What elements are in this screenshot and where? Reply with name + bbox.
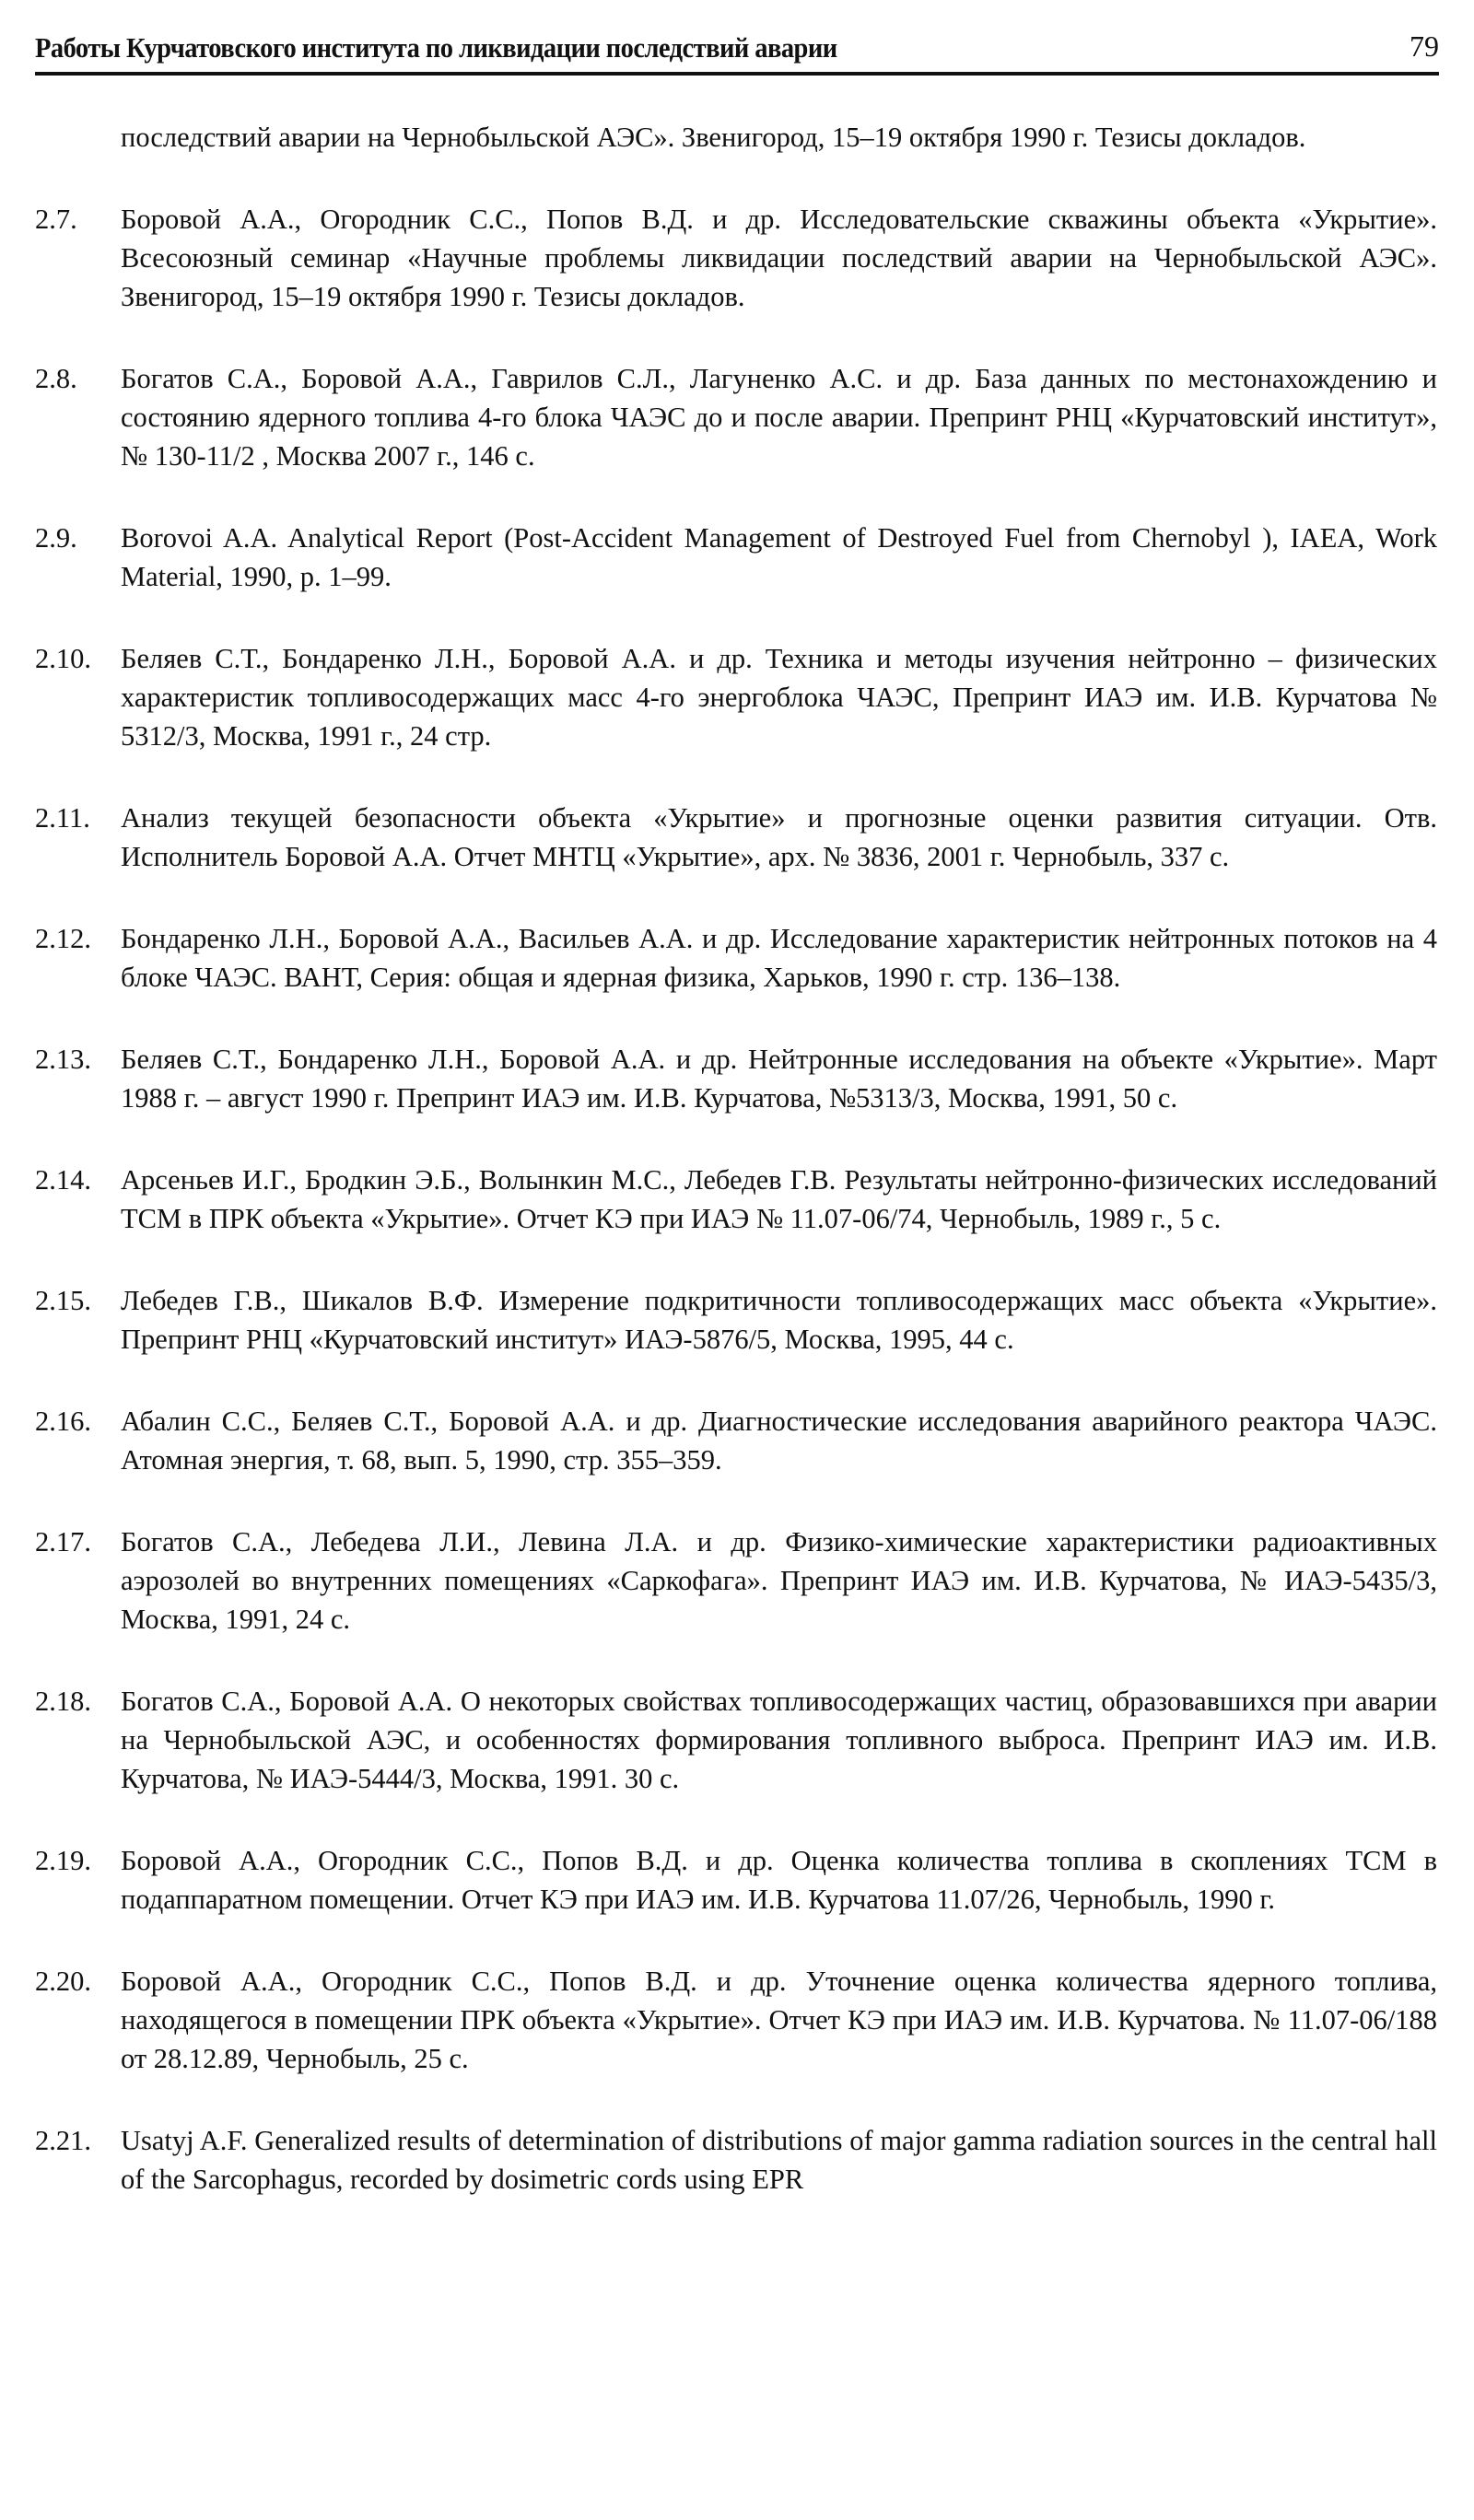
reference-item <box>35 1962 1437 2078</box>
reference-list <box>35 118 1437 2242</box>
reference-number: 2.7. <box>35 204 77 235</box>
reference-text: Анализ текущей безопасности объекта «Укрытие» и прогнозные оценки развития ситуации. Отв. Исполнитель Боровой А.А. Отчет МНТЦ «Укрытие», арх. № 3836, 2001 г. Чернобыль, 337 с. <box>121 802 1437 872</box>
reference-number: 2.11. <box>35 802 90 834</box>
reference-number: 2.20. <box>35 1966 91 1997</box>
reference-text: Богатов С.А., Боровой А.А., Гаврилов С.Л., Лагуненко А.С. и др. База данных по местонахождению и состоянию ядерного топлива 4-го блока ЧАЭС до и после аварии. Препринт РНЦ «Курчатовский институт», № 130-11/2 , Москва 2007 г., 146 с. <box>121 363 1437 472</box>
reference-item <box>35 1402 1437 1479</box>
reference-text: Беляев С.Т., Бондаренко Л.Н., Боровой А.А. и др. Техника и методы изучения нейтронно – физических характеристик топливосодержащих масс 4-го энергоблока ЧАЭС, Препринт ИАЭ им. И.В. Курчатова № 5312/3, Москва, 1991 г., 24 стр. <box>121 643 1437 752</box>
reference-text: Беляев С.Т., Бондаренко Л.Н., Боровой А.А. и др. Нейтронные исследования на объекте «Укрытие». Март 1988 г. – август 1990 г. Препринт ИАЭ им. И.В. Курчатова, №5313/3, Москва, 1991, 50 с. <box>121 1044 1437 1114</box>
reference-number: 2.15. <box>35 1285 91 1316</box>
reference-text: Usatyj A.F. Generalized results of determination of distributions of major gamma radiation sources in the central hall of the Sarcophagus, recorded by dosimetric cords using EPR <box>121 2125 1437 2195</box>
reference-number: 2.16. <box>35 1406 91 1437</box>
reference-number: 2.19. <box>35 1845 91 1876</box>
reference-item <box>35 1841 1437 1919</box>
reference-text: Боровой А.А., Огородник С.С., Попов В.Д. и др. Исследовательские скважины объекта «Укрытие». Всесоюзный семинар «Научные проблемы ликвидации последствий аварии на Чернобыльской АЭС». Звенигород, 15–19 октября 1990 г. Тезисы докладов. <box>121 204 1437 312</box>
reference-text: Арсеньев И.Г., Бродкин Э.Б., Волынкин М.С., Лебедев Г.В. Результаты нейтронно-физических исследований ТСМ в ПРК объекта «Укрытие». Отчет КЭ при ИАЭ № 11.07-06/74, Чернобыль, 1989 г., 5 с. <box>121 1164 1437 1234</box>
reference-text: Лебедев Г.В., Шикалов В.Ф. Измерение подкритичности топливосодержащих масс объекта «Укрытие». Препринт РНЦ «Курчатовский институт» ИАЭ-5876/5, Москва, 1995, 44 с. <box>121 1285 1437 1355</box>
running-title: Работы Курчатовского института по ликвидации последствий аварии <box>35 31 837 64</box>
reference-item <box>35 2121 1437 2199</box>
reference-continuation <box>35 118 1437 157</box>
reference-item <box>35 1682 1437 1798</box>
reference-number: 2.18. <box>35 1686 91 1717</box>
page-number: 79 <box>1410 29 1439 63</box>
reference-text: Абалин С.С., Беляев С.Т., Боровой А.А. и др. Диагностические исследования аварийного реактора ЧАЭС. Атомная энергия, т. 68, вып. 5, 1990, стр. 355–359. <box>121 1406 1437 1476</box>
reference-number: 2.9. <box>35 522 77 554</box>
reference-number: 2.17. <box>35 1526 91 1558</box>
reference-text: Borovoi A.A. Analytical Report (Post-Accident Management of Destroyed Fuel from Chernobyl ), IAEA, Work Material, 1990, p. 1–99. <box>121 522 1437 592</box>
reference-text: Боровой А.А., Огородник С.С., Попов В.Д. и др. Оценка количества топлива в скоплениях ТСМ в подаппаратном помещении. Отчет КЭ при ИАЭ им. И.В. Курчатова 11.07/26, Чернобыль, 1990 г. <box>121 1845 1437 1915</box>
reference-item <box>35 1522 1437 1639</box>
reference-text: Богатов С.А., Боровой А.А. О некоторых свойствах топливосодержащих частиц, образовавшихся при аварии на Чернобыльской АЭС, и особенностях формирования топливного выброса. Препринт ИАЭ им. И.В. Курчатова, № ИАЭ-5444/3, Москва, 1991. 30 с. <box>121 1686 1437 1794</box>
reference-item <box>35 639 1437 755</box>
reference-text: последствий аварии на Чернобыльской АЭС». Звенигород, 15–19 октября 1990 г. Тезисы докладов. <box>121 122 1306 153</box>
reference-item <box>35 919 1437 997</box>
reference-number: 2.12. <box>35 923 91 954</box>
reference-item <box>35 359 1437 475</box>
reference-item <box>35 519 1437 596</box>
reference-number: 2.13. <box>35 1044 91 1075</box>
reference-number: 2.10. <box>35 643 91 674</box>
reference-item <box>35 1040 1437 1117</box>
reference-text: Боровой А.А., Огородник С.С., Попов В.Д. и др. Уточнение оценка количества ядерного топлива, находящегося в помещении ПРК объекта «Укрытие». Отчет КЭ при ИАЭ им. И.В. Курчатова. № 11.07-06/188 от 28.12.89, Чернобыль, 25 с. <box>121 1966 1437 2074</box>
reference-text: Богатов С.А., Лебедева Л.И., Левина Л.А. и др. Физико-химические характеристики радиоактивных аэрозолей во внутренних помещениях «Саркофага». Препринт ИАЭ им. И.В. Курчатова, № ИАЭ-5435/3, Москва, 1991, 24 с. <box>121 1526 1437 1635</box>
reference-item <box>35 200 1437 316</box>
reference-number: 2.14. <box>35 1164 91 1196</box>
reference-item <box>35 1161 1437 1238</box>
reference-item <box>35 799 1437 876</box>
reference-number: 2.8. <box>35 363 77 394</box>
reference-text: Бондаренко Л.Н., Боровой А.А., Васильев А.А. и др. Исследование характеристик нейтронных потоков на 4 блоке ЧАЭС. ВАНТ, Серия: общая и ядерная физика, Харьков, 1990 г. стр. 136–138. <box>121 923 1437 993</box>
page-header <box>35 20 1439 76</box>
reference-item <box>35 1281 1437 1359</box>
reference-number: 2.21. <box>35 2125 91 2156</box>
